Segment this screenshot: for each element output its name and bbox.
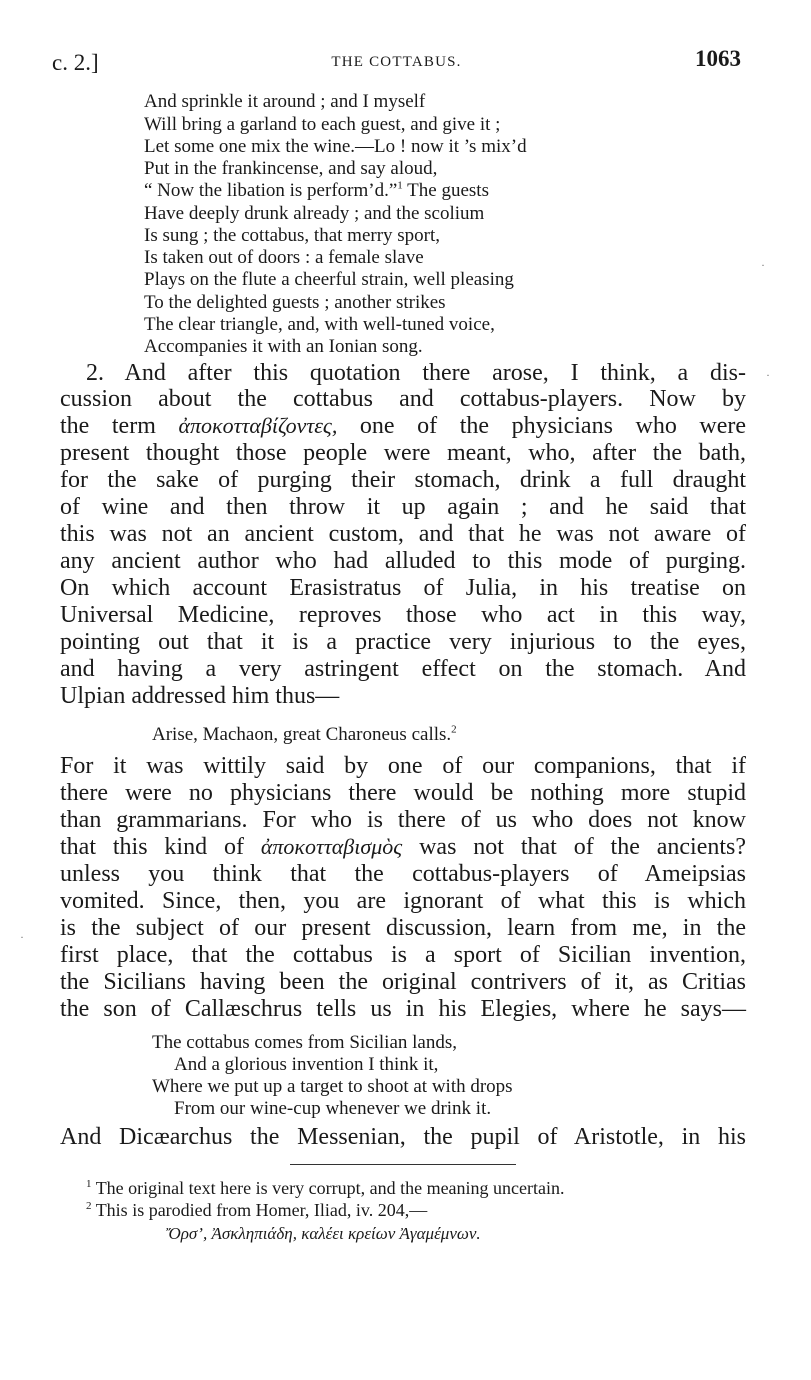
footnote-ref: 1 (397, 179, 403, 192)
poem-line: The clear triangle, and, with well-tuned voice, (144, 314, 495, 335)
margin-mark: · (761, 258, 765, 272)
prose-line: this was not an ancient custom, and that he was not aware of (60, 521, 746, 547)
block-quote (152, 724, 457, 746)
poem-line: Is taken out of doors : a female slave (144, 247, 424, 268)
prose-line: For it was wittily said by one of our companions, that if (60, 753, 746, 779)
prose-line: pointing out that it is a practice very injurious to the eyes, (60, 629, 746, 655)
poem-line: Will bring a garland to each guest, and give it ; (144, 114, 501, 135)
footnote-divider (290, 1164, 516, 1165)
footnote-text: The original text here is very corrupt, and the meaning uncertain. (95, 1178, 565, 1198)
quote-line: The cottabus comes from Sicilian lands, (152, 1032, 457, 1053)
quote-line: And a glorious invention I think it, (174, 1054, 439, 1075)
prose-line: Universal Medicine, reproves those who act in this way, (60, 602, 746, 628)
prose-line (60, 834, 746, 861)
prose-line: cussion about the cottabus and cottabus-players. Now by (60, 386, 746, 412)
poem-line-text: “ Now the libation is perform’d.” (144, 180, 398, 201)
prose-line (60, 413, 746, 440)
quote-line: Where we put up a target to shoot at with drops (152, 1076, 513, 1097)
poem-line: To the delighted guests ; another strikes (144, 292, 446, 313)
prose-line: and having a very astringent effect on the stomach. And (60, 656, 746, 682)
poem-line: Plays on the flute a cheerful strain, well pleasing (144, 269, 514, 290)
prose-line: for the sake of purging their stomach, drink a full draught (60, 467, 746, 493)
prose-text: one of the physicians who were (359, 413, 747, 439)
page-number: 1063 (695, 46, 741, 71)
footnote-text: This is parodied from Homer, Iliad, iv. 204,— (95, 1200, 428, 1220)
greek-term: ἀποκοτταβισμὸς (260, 834, 403, 859)
footnote-ref: 2 (451, 723, 457, 736)
prose-line: vomited. Since, then, you are ignorant of what this is which (60, 888, 746, 914)
prose-line: of wine and then throw it up again ; and he said that (60, 494, 746, 520)
running-title: THE COTTABUS. (331, 54, 462, 70)
footnote-number: 1 (86, 1178, 92, 1190)
quote-text: Arise, Machaon, great Charoneus calls. (152, 724, 452, 745)
running-header (52, 44, 741, 76)
quote-line: From our wine-cup whenever we drink it. (174, 1098, 492, 1119)
prose-text: the term (60, 413, 156, 439)
chapter-marker: c. 2.] (52, 50, 99, 75)
margin-mark: · (766, 368, 770, 382)
prose-line: On which account Erasistratus of Julia, in his treatise on (60, 575, 746, 601)
prose-line: And Dicæarchus the Messenian, the pupil of Aristotle, in his (60, 1124, 746, 1150)
prose-line: the Sicilians having been the original contrivers of it, as Critias (60, 969, 746, 995)
poem-line: Have deeply drunk already ; and the scolium (144, 203, 485, 224)
margin-mark: · (20, 930, 24, 944)
prose-line: unless you think that the cottabus-players of Ameipsias (60, 861, 746, 887)
prose-text: was not that of the ancients? (419, 834, 747, 860)
poem-line: Is sung ; the cottabus, that merry sport, (144, 225, 441, 246)
prose-line: first place, that the cottabus is a sport of Sicilian invention, (60, 942, 746, 968)
footnote-2 (86, 1200, 427, 1221)
footnote-1 (86, 1178, 565, 1199)
prose-line: present thought those people were meant, who, after the bath, (60, 440, 746, 466)
poem-line-text: The guests (402, 180, 489, 201)
footnote-greek-line: Ὄρσ’, Ἀσκληπιάδη, καλέει κρείων Ἀγαμέμνων. (166, 1224, 481, 1243)
prose-line: Ulpian addressed him thus— (60, 683, 340, 709)
prose-line: than grammarians. For who is there of us who does not know (60, 807, 746, 833)
prose-line: there were no physicians there would be nothing more stupid (60, 780, 746, 806)
prose-line: 2. And after this quotation there arose, I think, a dis- (86, 360, 746, 386)
poem-line: Let some one mix the wine.—Lo ! now it ’s mix’d (144, 136, 527, 157)
prose-line: the son of Callæschrus tells us in his Elegies, where he says— (60, 996, 746, 1022)
prose-line: any ancient author who had alluded to this mode of purging. (60, 548, 746, 574)
prose-line: is the subject of our present discussion, learn from me, in the (60, 915, 746, 941)
poem-line: Put in the frankincense, and say aloud, (144, 158, 438, 179)
poem-line: And sprinkle it around ; and I myself (144, 91, 426, 112)
footnote-number: 2 (86, 1200, 92, 1212)
poem-line (144, 180, 489, 202)
greek-term: ἀποκοτταβίζοντες, (178, 413, 338, 438)
poem-line: Accompanies it with an Ionian song. (144, 336, 423, 357)
prose-text: that this kind of (60, 834, 244, 860)
